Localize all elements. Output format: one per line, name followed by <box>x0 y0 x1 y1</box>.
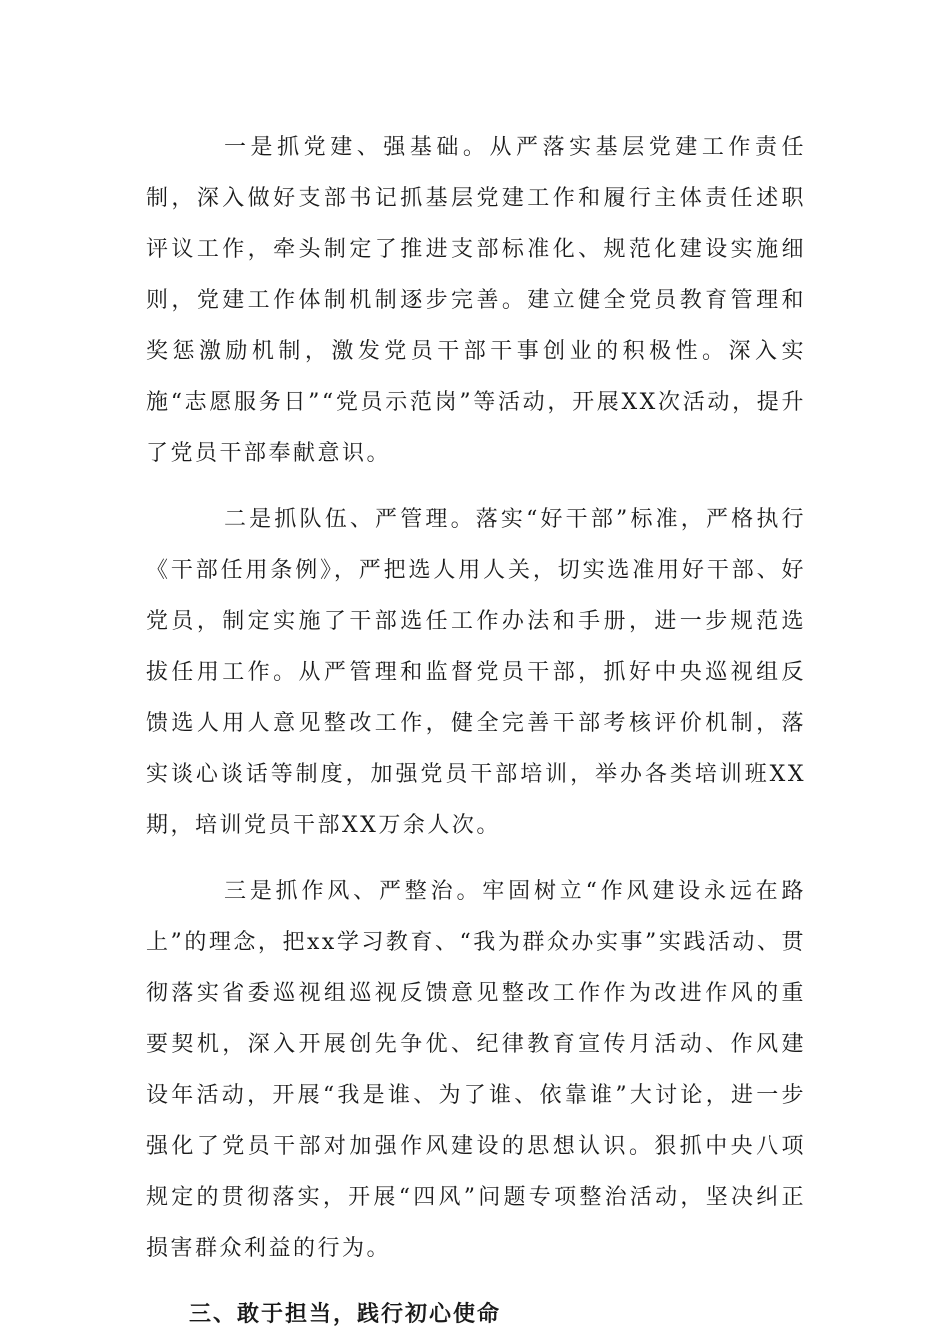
document-body <box>146 122 806 1340</box>
paragraph-team-management: 二是抓队伍、严管理。落实“好干部”标准，严格执行《干部任用条例》，严把选人用人关，切实选准用好干部、好党员，制定实施了干部选任工作办法和手册，进一步规范选拔任用工作。从严管理和监督党员干部，抓好中央巡视组反馈选人用人意见整改工作，健全完善干部考核评价机制，落实谈心谈话等制度，加强党员干部培训，举办各类培训班XX期，培训党员干部XX万余人次。 <box>146 507 806 838</box>
paragraph-work-style: 三是抓作风、严整治。牢固树立“作风建设永远在路上”的理念，把xx学习教育、“我为群众办实事”实践活动、贯彻落实省委巡视组巡视反馈意见整改工作作为改进作风的重要契机，深入开展创先争优、纪律教育宣传月活动、作风建设年活动，开展“我是谁、为了谁、依靠谁”大讨论，进一步强化了党员干部对加强作风建设的思想认识。狠抓中央八项规定的贯彻落实，开展“四风”问题专项整治活动，坚决纠正损害群众利益的行为。 <box>146 879 806 1261</box>
section-heading: 三、敢于担当，践行初心使命 <box>189 1302 502 1327</box>
paragraph-party-building: 一是抓党建、强基础。从严落实基层党建工作责任制，深入做好支部书记抓基层党建工作和履行主体责任述职评议工作，牵头制定了推进支部标准化、规范化建设实施细则，党建工作体制机制逐步完善。建立健全党员教育管理和奖惩激励机制，激发党员干部干事创业的积极性。深入实施“志愿服务日”“党员示范岗”等活动，开展XX次活动，提升了党员干部奉献意识。 <box>146 135 806 466</box>
